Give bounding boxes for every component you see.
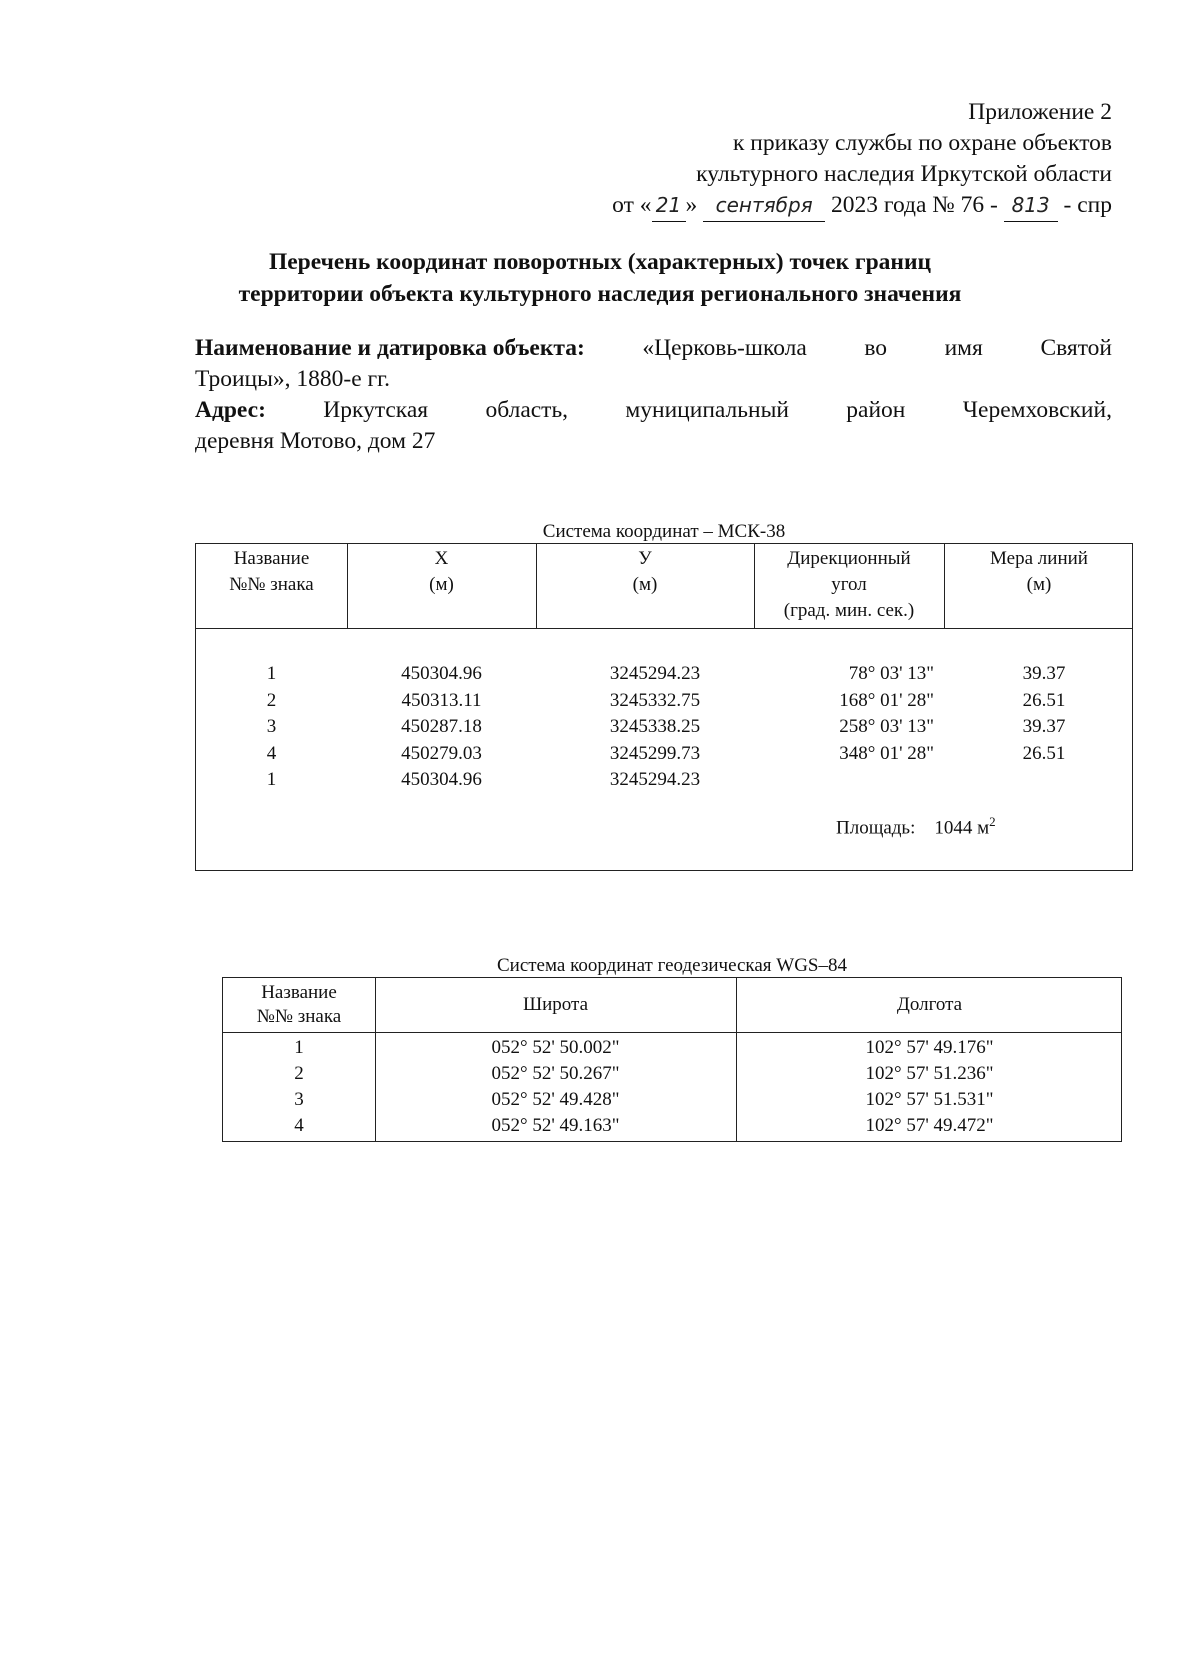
table-row <box>223 1087 1121 1113</box>
title-line-1: Перечень координат поворотных (характерных) точек границ <box>268 249 932 275</box>
y-value: 3245338.25 <box>609 716 701 737</box>
order-quote-close: » <box>685 192 698 218</box>
point-number: 1 <box>266 663 277 684</box>
header-text: Дирекционный <box>787 548 911 569</box>
x-value: 450304.96 <box>401 769 482 790</box>
wgs84-table-header <box>223 978 1121 1033</box>
header-point-name <box>223 978 375 1032</box>
angle-value: 168° 01' 28" <box>839 689 934 711</box>
header-line-length <box>944 544 1134 628</box>
address-tail: деревня Мотово, дом 27 <box>195 428 436 454</box>
length-value: 39.37 <box>1022 663 1066 684</box>
point-number: 2 <box>294 1063 304 1084</box>
table-row <box>196 741 1132 768</box>
y-value: 3245294.23 <box>609 663 701 684</box>
msk38-caption: Система координат – МСК-38 <box>542 521 786 542</box>
document-title <box>100 246 1100 310</box>
y-value: 3245299.73 <box>609 742 701 764</box>
order-prefix: от « <box>612 192 652 218</box>
point-number: 2 <box>266 689 277 711</box>
header-angle <box>754 544 944 628</box>
appendix-title: Приложение 2 <box>968 99 1112 125</box>
angle-value: 258° 03' 13" <box>839 716 934 737</box>
x-value: 450287.18 <box>401 716 482 737</box>
point-number: 4 <box>266 742 277 764</box>
address-word: область, <box>485 397 569 423</box>
angle-value: 348° 01' 28" <box>839 742 934 764</box>
header-y <box>536 544 754 628</box>
x-value: 450313.11 <box>401 689 482 711</box>
header-text: У <box>638 548 652 569</box>
header-text: угол <box>831 574 867 595</box>
table-row <box>196 767 1132 794</box>
header-latitude: Широта <box>522 994 589 1015</box>
header-point-name <box>196 544 347 628</box>
x-value: 450279.03 <box>401 742 482 764</box>
order-suffix: - спр <box>1063 192 1112 218</box>
latitude-value: 052° 52' 49.163" <box>491 1115 620 1136</box>
order-date-line <box>612 190 1112 222</box>
handwritten-day: 21 <box>652 190 686 222</box>
object-name-word: во <box>864 335 888 361</box>
object-name-line <box>195 333 1112 364</box>
table-row <box>196 661 1132 688</box>
table-row <box>223 1061 1121 1087</box>
object-name-block <box>195 333 1112 395</box>
point-number: 4 <box>294 1115 304 1136</box>
header-text: Название <box>233 548 310 569</box>
latitude-value: 052° 52' 50.002" <box>491 1037 620 1058</box>
point-number: 3 <box>266 716 277 737</box>
area-value: 1044 м <box>934 817 990 839</box>
object-name-word: «Церковь-школа <box>642 335 807 361</box>
object-name-word: Святой <box>1040 335 1112 361</box>
table-row <box>196 688 1132 715</box>
header-x <box>347 544 536 628</box>
longitude-value: 102° 57' 49.176" <box>865 1037 994 1058</box>
appendix-header <box>612 97 1112 222</box>
latitude-value: 052° 52' 49.428" <box>491 1089 620 1110</box>
y-value: 3245332.75 <box>609 689 701 711</box>
header-text: (м) <box>1026 574 1052 595</box>
longitude-value: 102° 57' 51.531" <box>865 1089 994 1110</box>
point-number: 1 <box>294 1037 304 1058</box>
handwritten-month: сентября <box>703 190 825 222</box>
msk38-table-body <box>196 661 1132 794</box>
msk38-table-header <box>196 544 1132 629</box>
longitude-value: 102° 57' 51.236" <box>865 1063 994 1084</box>
address-word: муниципальный <box>625 397 789 423</box>
x-value: 450304.96 <box>401 663 482 684</box>
address-word: район <box>846 397 906 423</box>
area-label: Площадь: <box>836 817 916 839</box>
header-text: (м) <box>632 574 658 595</box>
latitude-value: 052° 52' 50.267" <box>491 1063 620 1084</box>
wgs84-table-body <box>223 1035 1121 1139</box>
header-longitude: Долгота <box>896 994 963 1015</box>
header-text: №№ знака <box>229 574 314 595</box>
appendix-authority: культурного наследия Иркутской области <box>696 161 1112 187</box>
object-name-label: Наименование и датировка объекта: <box>195 335 585 361</box>
table-row <box>223 1035 1121 1061</box>
column-divider <box>347 544 348 628</box>
header-text: X <box>434 548 449 569</box>
area-unit-exponent: 2 <box>989 814 996 829</box>
header-text: (м) <box>429 574 454 595</box>
order-year-number: 2023 года № 76 - <box>831 192 998 218</box>
wgs84-caption: Система координат геодезическая WGS–84 <box>496 955 847 976</box>
address-word: Черемховский, <box>962 397 1112 423</box>
point-number: 3 <box>294 1089 304 1110</box>
angle-value: 78° 03' 13" <box>848 663 934 684</box>
column-divider <box>754 544 755 628</box>
object-address-block <box>195 395 1112 457</box>
longitude-value: 102° 57' 49.472" <box>865 1115 994 1136</box>
title-line-2: территории объекта культурного наследия регионального значения <box>238 281 962 307</box>
object-name-word: имя <box>944 335 983 361</box>
handwritten-order-number: 813 <box>1004 190 1058 222</box>
table-row <box>223 1113 1121 1139</box>
address-word: Иркутская <box>323 397 429 423</box>
object-address-line <box>195 395 1112 426</box>
point-number: 1 <box>266 769 277 790</box>
msk38-coordinates-table <box>195 543 1133 871</box>
appendix-order-ref: к приказу службы по охране объектов <box>732 130 1112 156</box>
wgs84-coordinates-table <box>222 977 1122 1142</box>
y-value: 3245294.23 <box>609 769 701 790</box>
header-text: (град. мин. сек.) <box>783 600 915 621</box>
object-name-tail: Троицы», 1880-е гг. <box>195 366 391 392</box>
column-divider <box>536 544 537 628</box>
header-text: Название <box>261 982 337 1003</box>
length-value: 26.51 <box>1022 742 1066 764</box>
table-row <box>196 714 1132 741</box>
length-value: 39.37 <box>1022 716 1066 737</box>
address-label: Адрес: <box>195 397 266 423</box>
column-divider <box>944 544 945 628</box>
header-text: Мера линий <box>990 548 1088 569</box>
header-text: №№ знака <box>256 1006 342 1027</box>
length-value: 26.51 <box>1022 689 1066 711</box>
area-line <box>836 814 996 839</box>
